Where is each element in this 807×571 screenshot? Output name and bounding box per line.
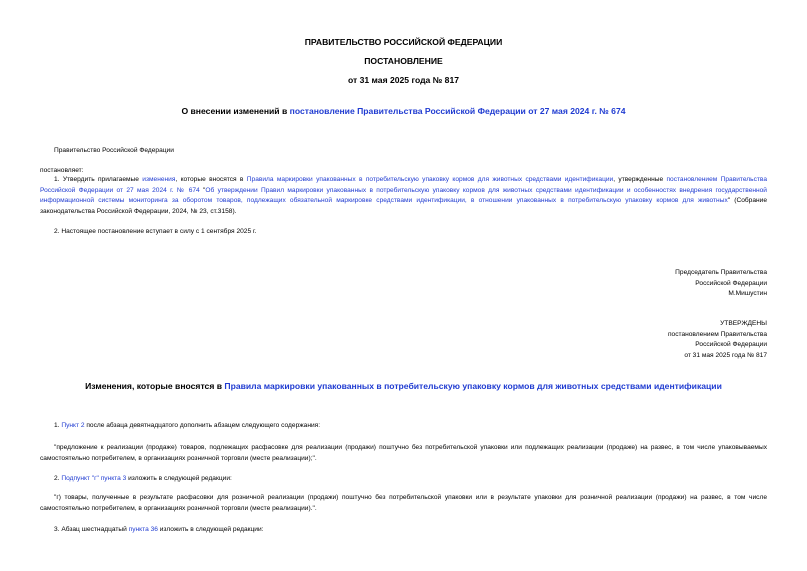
item2-text: изложить в следующей редакции: <box>126 475 232 482</box>
item2-num: 2. <box>54 475 62 482</box>
signature-position: Председатель Правительства <box>675 269 767 276</box>
approved-block <box>467 319 767 361</box>
signature-country: Российской Федерации <box>695 279 767 287</box>
document-title <box>0 106 807 116</box>
approved-line1: постановлением Правительства <box>667 330 767 338</box>
item2-link[interactable]: Подпункт "г" пункта 3 <box>61 475 127 482</box>
changes-title <box>0 381 807 391</box>
change-item-2 <box>54 474 232 485</box>
approved-line2: Российской Федерации <box>695 341 767 348</box>
change-quote-1: "предложение к реализации (продаже) товаров, подлежащих расфасовке для реализации (продажи) поштучно без потребительской упаковки или подлежащих реализации (продаже) на развес, в том числе упаковываемых самостоятельно потребителем, в организациях розничной торговли (месте реализации);". <box>40 444 767 462</box>
approved-word: УТВЕРЖДЕНЫ <box>720 320 767 327</box>
p1-text-1: 1. Утвердить прилагаемые <box>54 176 143 183</box>
decree-title-link[interactable]: Об утверждении Правил маркировки упакованных в потребительскую упаковку кормов для животных средствами идентификации и особенностях внедрения государственной информационной системы мониторинга за оборотом товаров, подлежащих обязательной маркировке средствами идентификации, в отношении упакованных в потребительскую упаковку кормов для животных <box>40 186 767 204</box>
change-quote-2: "г) товары, полученные в результате расфасовки для розничной реализации (продажи) поштучно без потребительской упаковки или в результате упаковки для розничной реализации (продажи) на развес, в том числе самостоятельно потребителем, в организациях розничной торговли (месте реализации).". <box>40 494 767 512</box>
decree-word: постановляет: <box>40 167 84 174</box>
item1-num: 1. <box>54 422 62 429</box>
government-heading: ПРАВИТЕЛЬСТВО РОССИЙСКОЙ ФЕДЕРАЦИИ <box>304 37 503 47</box>
signature-block <box>467 268 767 300</box>
item1-text: после абзаца девятнадцатого дополнить абзацем следующего содержания: <box>84 422 321 429</box>
signature-name: М.Мишустин <box>728 290 767 297</box>
changes-link[interactable]: изменения <box>142 176 176 183</box>
rules-link[interactable]: Правила маркировки упакованных в потребительскую упаковку кормов для животных средствами идентификации <box>246 176 614 183</box>
paragraph-1 <box>40 175 767 217</box>
approved-line3: от 31 мая 2025 года № 817 <box>684 351 767 359</box>
changes-title-link[interactable]: Правила маркировки упакованных в потребительскую упаковку кормов для животных средствами идентификации <box>224 381 722 391</box>
item3-text-1: 3. Абзац шестнадцатый <box>54 526 129 533</box>
p1-text-4: " <box>199 186 206 194</box>
issuer: Правительство Российской Федерации <box>54 147 174 154</box>
change-item-3 <box>54 525 263 536</box>
paragraph-2: 2. Настоящее постановление вступает в силу с 1 сентября 2025 г. <box>54 228 257 235</box>
changes-title-prefix: Изменения, которые вносятся в <box>85 381 225 391</box>
date-number: от 31 мая 2025 года № 817 <box>347 75 460 85</box>
item1-link[interactable]: Пункт 2 <box>61 422 85 429</box>
p1-text-3: , утвержденные <box>613 176 667 183</box>
item3-text-2: изложить в следующей редакции: <box>157 526 264 533</box>
doc-type-heading: ПОСТАНОВЛЕНИЕ <box>364 56 443 66</box>
p1-text-2: , которые вносятся в <box>175 176 247 183</box>
title-prefix: О внесении изменений в <box>181 106 290 116</box>
decree-link[interactable]: постановлением Правительства Российской Федерации от 27 мая 2024 г. № 674 <box>40 176 767 194</box>
item3-link[interactable]: пункта 36 <box>128 526 158 533</box>
title-link[interactable]: постановление Правительства Российской Федерации от 27 мая 2024 г. № 674 <box>289 106 626 116</box>
change-item-1 <box>54 421 320 432</box>
p1-text-5: " (Собрание законодательства Российской Федерации, 2024, № 23, ст.3158). <box>40 197 768 215</box>
